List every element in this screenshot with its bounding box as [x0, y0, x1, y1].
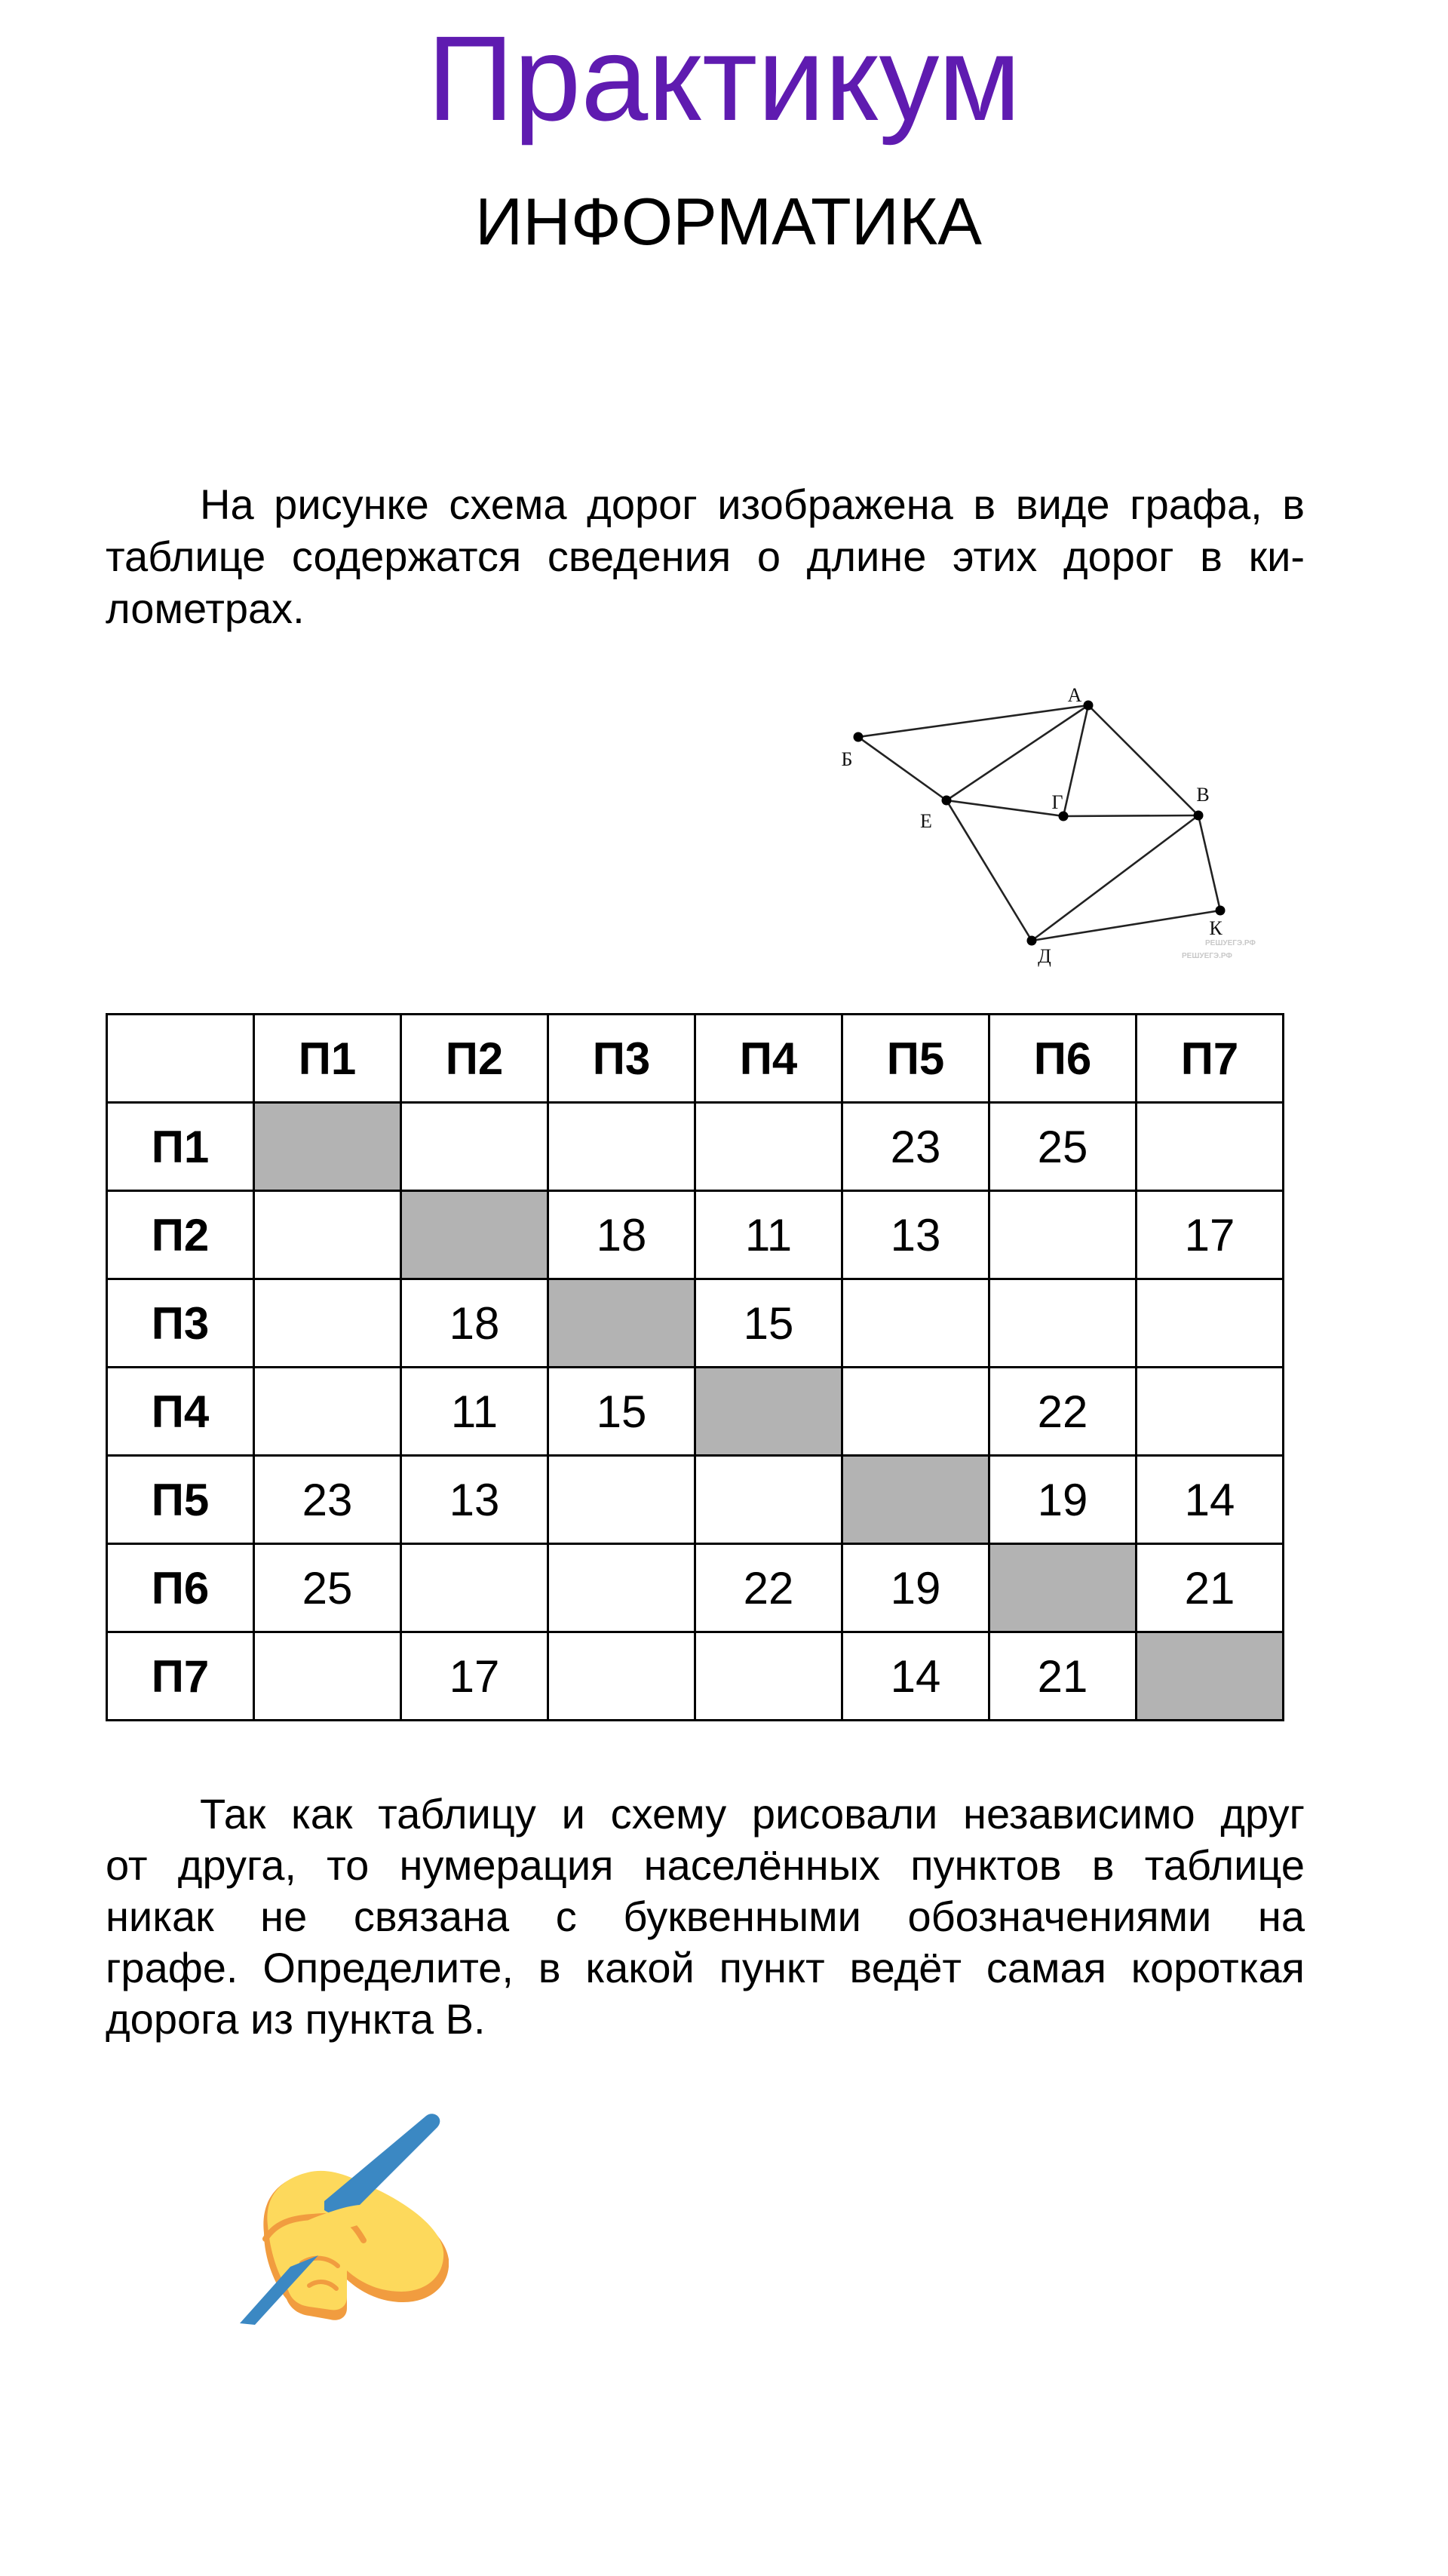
graph-node	[1216, 906, 1226, 916]
question-line: никак не связана с буквенными обозначениями на	[106, 1893, 1305, 1940]
distance-cell	[842, 1279, 989, 1368]
distance-cell	[1137, 1368, 1284, 1456]
road-graph-diagram	[822, 671, 1305, 981]
diagonal-cell	[548, 1279, 695, 1368]
graph-edge	[1088, 705, 1198, 815]
diagonal-cell	[1137, 1632, 1284, 1721]
table-row	[107, 1632, 1284, 1721]
column-header: П3	[548, 1015, 695, 1103]
intro-line: таблице содержатся сведения о длине этих дорог в ки-	[106, 533, 1305, 580]
graph-node	[1027, 936, 1037, 946]
question-line: Так как таблицу и схему рисовали независимо друг	[200, 1790, 1305, 1838]
graph-node-label: Д	[1038, 945, 1051, 967]
distance-cell: 14	[842, 1632, 989, 1721]
graph-edge	[858, 737, 946, 800]
distance-cell	[548, 1632, 695, 1721]
distance-cell: 15	[695, 1279, 842, 1368]
distance-cell: 19	[989, 1456, 1137, 1544]
distance-cell: 15	[548, 1368, 695, 1456]
intro-paragraph	[106, 478, 1305, 634]
table-row	[107, 1456, 1284, 1544]
distance-cell: 25	[254, 1544, 401, 1632]
table-corner-cell	[107, 1015, 254, 1103]
writing-hand-icon	[234, 2105, 449, 2325]
distance-cell: 11	[695, 1191, 842, 1279]
table-row	[107, 1544, 1284, 1632]
distance-cell	[695, 1456, 842, 1544]
distance-cell: 14	[1137, 1456, 1284, 1544]
distance-cell: 22	[989, 1368, 1137, 1456]
graph-edge	[946, 800, 1063, 816]
distance-cell: 22	[695, 1544, 842, 1632]
distance-cell	[254, 1191, 401, 1279]
distance-cell	[401, 1544, 548, 1632]
graph-edge	[946, 800, 1032, 941]
graph-node-label: В	[1196, 784, 1210, 806]
watermark: РЕШУЕГЭ.РФ	[1205, 939, 1256, 947]
intro-line: лометрах.	[106, 585, 305, 632]
graph-node-label: А	[1067, 684, 1082, 706]
question-line: графе. Определите, в какой пункт ведёт самая короткая	[106, 1944, 1305, 1991]
row-header: П2	[107, 1191, 254, 1279]
column-header: П4	[695, 1015, 842, 1103]
distance-cell	[1137, 1103, 1284, 1191]
graph-node	[854, 732, 864, 742]
distance-cell: 18	[401, 1279, 548, 1368]
graph-node-label: Б	[841, 748, 853, 770]
column-header: П2	[401, 1015, 548, 1103]
question-line: дорога из пункта В.	[106, 1995, 486, 2043]
distance-cell	[401, 1103, 548, 1191]
row-header: П7	[107, 1632, 254, 1721]
graph-edge	[1032, 910, 1220, 941]
column-header: П1	[254, 1015, 401, 1103]
intro-line: На рисунке схема дорог изображена в виде графа, в	[200, 481, 1305, 528]
question-paragraph	[106, 1788, 1305, 2045]
distance-cell: 17	[1137, 1191, 1284, 1279]
distance-cell: 21	[989, 1632, 1137, 1721]
distance-cell: 13	[401, 1456, 548, 1544]
graph-node	[942, 796, 952, 806]
row-header: П5	[107, 1456, 254, 1544]
distance-cell: 25	[989, 1103, 1137, 1191]
distance-cell: 17	[401, 1632, 548, 1721]
graph-node-label: К	[1209, 917, 1223, 939]
distance-cell	[1137, 1279, 1284, 1368]
diagonal-cell	[842, 1456, 989, 1544]
graph-node-label: Е	[920, 810, 932, 832]
table-row	[107, 1103, 1284, 1191]
column-header: П5	[842, 1015, 989, 1103]
distance-cell	[548, 1456, 695, 1544]
distance-cell	[548, 1544, 695, 1632]
diagonal-cell	[695, 1368, 842, 1456]
graph-labels	[842, 684, 1223, 967]
distance-cell: 23	[842, 1103, 989, 1191]
subject-subtitle: ИНФОРМАТИКА	[475, 184, 982, 259]
distance-cell	[254, 1368, 401, 1456]
diagonal-cell	[401, 1191, 548, 1279]
row-header: П4	[107, 1368, 254, 1456]
distance-cell	[989, 1279, 1137, 1368]
table-row	[107, 1191, 1284, 1279]
distance-cell	[989, 1191, 1137, 1279]
watermark: РЕШУЕГЭ.РФ	[1182, 952, 1232, 960]
distance-cell	[695, 1103, 842, 1191]
diagonal-cell	[254, 1103, 401, 1191]
graph-edge	[1063, 705, 1088, 816]
row-header: П6	[107, 1544, 254, 1632]
graph-edge	[1032, 815, 1198, 941]
row-header: П3	[107, 1279, 254, 1368]
distance-cell	[548, 1103, 695, 1191]
graph-node	[1084, 701, 1094, 711]
distance-cell	[254, 1632, 401, 1721]
table-header-row	[107, 1015, 1284, 1103]
question-line: от друга, то нумерация населённых пунктов в таблице	[106, 1841, 1305, 1889]
distance-cell	[842, 1368, 989, 1456]
distance-cell: 18	[548, 1191, 695, 1279]
distance-cell: 13	[842, 1191, 989, 1279]
distance-cell	[695, 1632, 842, 1721]
table-row	[107, 1368, 1284, 1456]
graph-edge	[858, 705, 1088, 737]
column-header: П7	[1137, 1015, 1284, 1103]
graph-edge	[1063, 815, 1198, 816]
distance-cell: 23	[254, 1456, 401, 1544]
distance-cell	[254, 1279, 401, 1368]
graph-edges	[858, 705, 1220, 941]
graph-edge	[946, 705, 1088, 800]
page-title: Практикум	[427, 11, 1021, 146]
row-header: П1	[107, 1103, 254, 1191]
graph-edge	[1198, 815, 1220, 910]
diagonal-cell	[989, 1544, 1137, 1632]
distance-cell: 21	[1137, 1544, 1284, 1632]
distance-cell: 11	[401, 1368, 548, 1456]
graph-node	[1194, 811, 1204, 821]
distance-table	[106, 1013, 1284, 1721]
table-row	[107, 1279, 1284, 1368]
column-header: П6	[989, 1015, 1137, 1103]
distance-cell: 19	[842, 1544, 989, 1632]
graph-node-label: Г	[1051, 791, 1063, 813]
